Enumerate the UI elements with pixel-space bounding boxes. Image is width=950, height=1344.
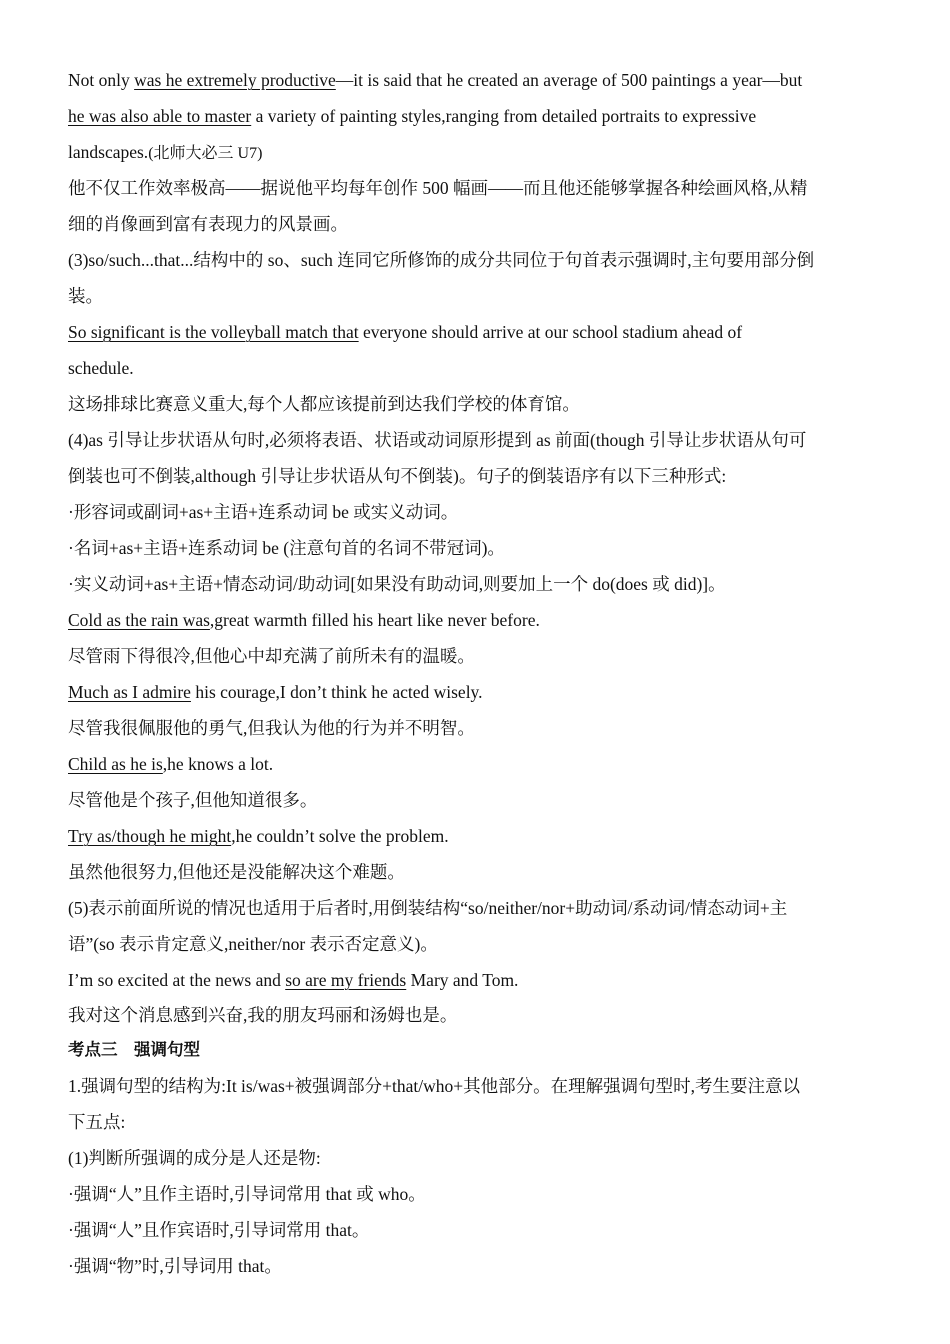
p1-line-1	[68, 62, 890, 98]
text: landscapes.	[68, 142, 149, 162]
section-3-subpoint-1: (1)判断所强调的成分是人还是物:	[68, 1148, 321, 1168]
rule-4-bullet-3: ·实义动词+as+主语+情态动词/助动词[如果没有助动词,则要加上一个 do(does 或 did)]。	[68, 574, 726, 594]
p1-translation-2: 细的肖像画到富有表现力的风景画。	[68, 214, 348, 234]
p1-translation-1: 他不仅工作效率极高——据说他平均每年创作 500 幅画——而且他还能够掌握各种绘画风格,从精	[68, 178, 808, 198]
underlined-phrase: so are my friends	[285, 970, 407, 990]
example-4-4	[68, 818, 890, 854]
example-4-2-translation: 尽管我很佩服他的勇气,但我认为他的行为并不明智。	[68, 718, 475, 738]
text: his courage,I don’t think he acted wisely.	[190, 682, 483, 702]
example-4-3-translation: 尽管他是个孩子,但他知道很多。	[68, 790, 318, 810]
section-3-bullet-1: ·强调“人”且作主语时,引导词常用 that 或 who。	[68, 1184, 426, 1204]
section-3-bullet-2: ·强调“人”且作宾语时,引导词常用 that。	[68, 1220, 370, 1240]
example-4-4-translation: 虽然他很努力,但他还是没能解决这个难题。	[68, 862, 405, 882]
underlined-phrase: was he extremely productive	[134, 70, 336, 90]
underlined-phrase: he was also able to master	[68, 106, 252, 126]
text: a variety of painting styles,ranging from detailed portraits to expressive	[251, 106, 757, 126]
section-heading: 考点三 强调句型	[68, 1040, 200, 1059]
section-3-line-2: 下五点:	[68, 1112, 126, 1132]
underlined-phrase: Child as he is	[68, 754, 163, 774]
rule-4-bullet-1: ·形容词或副词+as+主语+连系动词 be 或实义动词。	[68, 502, 459, 522]
underlined-phrase: Cold as the rain was	[68, 610, 210, 630]
text: Mary and Tom.	[406, 970, 519, 990]
example-5-translation: 我对这个消息感到兴奋,我的朋友玛丽和汤姆也是。	[68, 1005, 458, 1025]
example-3-line-1	[68, 314, 890, 350]
underlined-phrase: Much as I admire	[68, 682, 191, 702]
underlined-phrase: So significant is the volleyball match that	[68, 322, 359, 342]
section-3-line-1: 1.强调句型的结构为:It is/was+被强调部分+that/who+其他部分。在理解强调句型时,考生要注意以	[68, 1076, 801, 1096]
example-4-3	[68, 746, 890, 782]
example-3-line-2: schedule.	[68, 358, 134, 378]
rule-4-bullet-2: ·名词+as+主语+连系动词 be (注意句首的名词不带冠词)。	[68, 538, 505, 558]
text: —it is said that he created an average of 500 paintings a year—but	[335, 70, 803, 90]
example-4-1-translation: 尽管雨下得很冷,但他心中却充满了前所未有的温暖。	[68, 646, 475, 666]
text: ,he knows a lot.	[162, 754, 274, 774]
p1-line-3	[68, 134, 890, 170]
rule-3-line-2: 装。	[68, 286, 103, 306]
rule-4-line-1: (4)as 引导让步状语从句时,必须将表语、状语或动词原形提到 as 前面(though 引导让步状语从句可	[68, 430, 807, 450]
text: ,he couldn’t solve the problem.	[231, 826, 449, 846]
example-5	[68, 962, 890, 998]
section-3-bullet-3: ·强调“物”时,引导词用 that。	[68, 1256, 282, 1276]
rule-4-line-2: 倒装也可不倒装,although 引导让步状语从句不倒装)。句子的倒装语序有以下三种形式:	[68, 466, 727, 486]
rule-3-line-1: (3)so/such...that...结构中的 so、such 连同它所修饰的成分共同位于句首表示强调时,主句要用部分倒	[68, 250, 815, 270]
rule-5-line-1: (5)表示前面所说的情况也适用于后者时,用倒装结构“so/neither/nor+助动词/系动词/情态动词+主	[68, 898, 788, 918]
text: ,great warmth filled his heart like never before.	[209, 610, 540, 630]
p1-line-2	[68, 98, 890, 134]
text: everyone should arrive at our school stadium ahead of	[358, 322, 743, 342]
text: Not only	[68, 70, 135, 90]
example-3-translation: 这场排球比赛意义重大,每个人都应该提前到达我们学校的体育馆。	[68, 394, 580, 414]
source-note: (北师大必三 U7)	[148, 145, 263, 162]
example-4-1	[68, 602, 890, 638]
example-4-2	[68, 674, 890, 710]
text: I’m so excited at the news and	[68, 970, 286, 990]
rule-5-line-2: 语”(so 表示肯定意义,neither/nor 表示否定意义)。	[68, 934, 438, 954]
underlined-phrase: Try as/though he might	[68, 826, 232, 846]
